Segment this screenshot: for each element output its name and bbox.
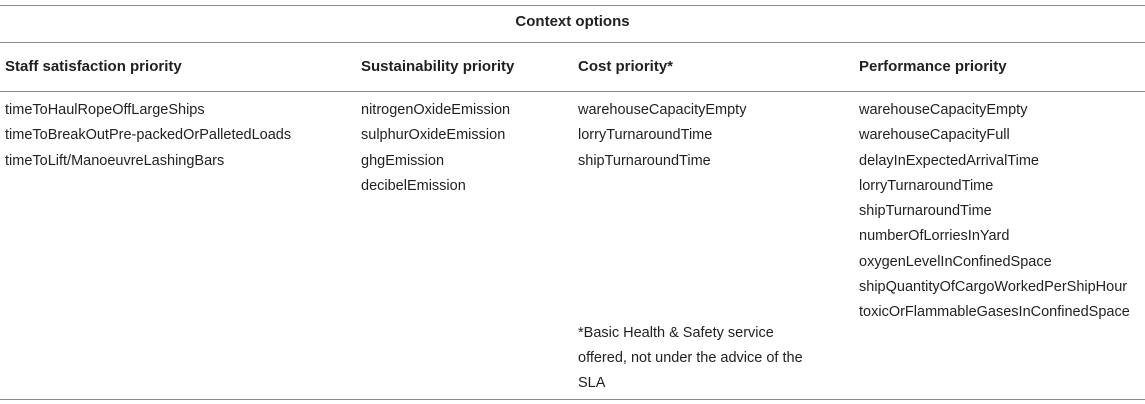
column-staff-satisfaction <box>5 98 291 174</box>
list-item: decibelEmission <box>361 177 466 194</box>
list-item: warehouseCapacityEmpty <box>859 102 1028 118</box>
column-cost <box>578 98 746 174</box>
column-header-cost: Cost priority* <box>578 58 674 75</box>
list-item: sulphurOxideEmission <box>361 127 506 144</box>
list-item: lorryTurnaroundTime <box>859 177 994 194</box>
list-item: shipQuantityOfCargoWorkedPerShipHour <box>859 279 1128 296</box>
list-item: warehouseCapacityEmpty <box>578 102 747 118</box>
list-item: shipTurnaroundTime <box>859 203 992 220</box>
list-item: oxygenLevelInConfinedSpace <box>859 253 1052 270</box>
list-item: shipTurnaroundTime <box>578 152 711 169</box>
list-item: nitrogenOxideEmission <box>361 102 511 118</box>
list-item: warehouseCapacityFull <box>859 127 1010 144</box>
list-item: delayInExpectedArrivalTime <box>859 152 1039 169</box>
table-bottom-rule <box>0 399 1145 400</box>
table-top-rule <box>0 5 1145 6</box>
header-divider <box>0 91 1145 92</box>
caption-divider <box>0 42 1145 43</box>
column-header-performance: Performance priority <box>859 58 1007 75</box>
list-item: timeToLift/ManoeuvreLashingBars <box>5 152 225 169</box>
column-header-staff-satisfaction: Staff satisfaction priority <box>5 58 182 75</box>
table-caption: Context options <box>515 13 630 30</box>
list-item: lorryTurnaroundTime <box>578 127 713 144</box>
cost-footnote: *Basic Health & Safety service offered, not under the advice of the SLA <box>578 325 803 391</box>
list-item: ghgEmission <box>361 152 445 169</box>
column-performance <box>859 98 1130 326</box>
list-item: timeToBreakOutPre-packedOrPalletedLoads <box>5 127 292 144</box>
column-sustainability <box>361 98 510 199</box>
list-item: numberOfLorriesInYard <box>859 228 1010 245</box>
list-item: toxicOrFlammableGasesInConfinedSpace <box>859 304 1130 321</box>
column-header-sustainability: Sustainability priority <box>361 58 515 75</box>
list-item: timeToHaulRopeOffLargeShips <box>5 102 205 118</box>
